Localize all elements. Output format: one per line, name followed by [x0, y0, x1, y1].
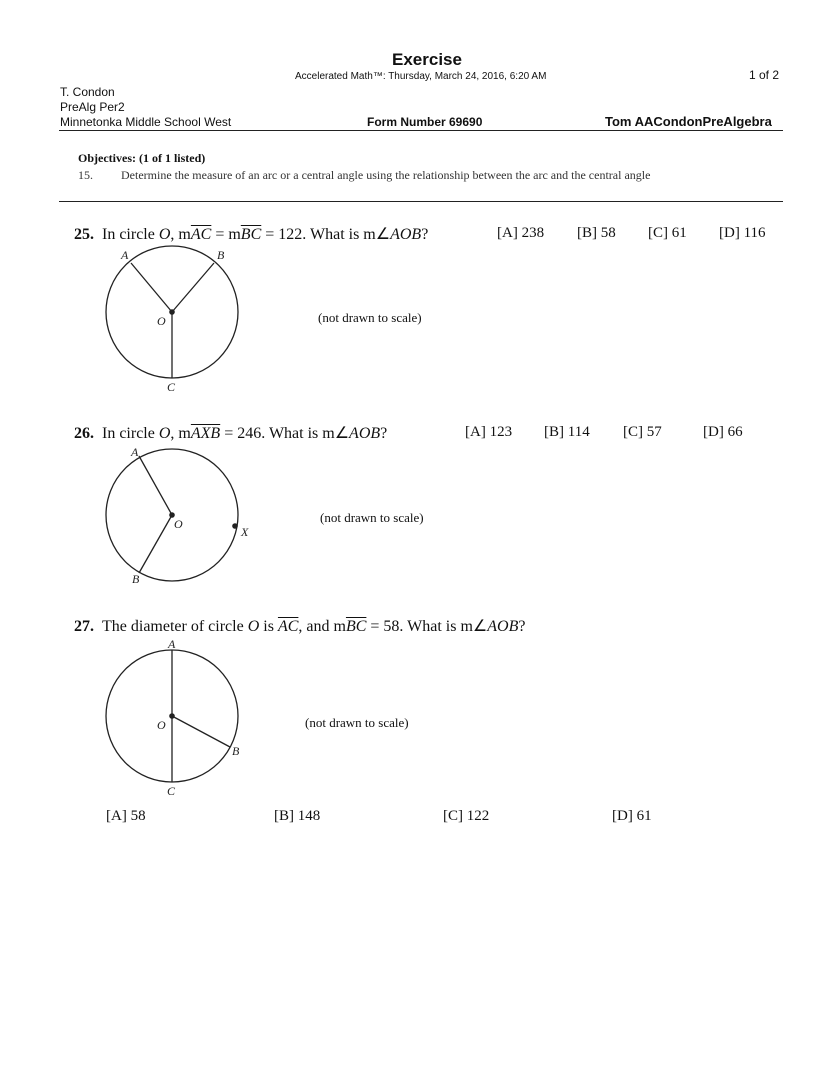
radius-oa [139, 456, 172, 515]
page-title: Exercise [392, 50, 462, 69]
arc-notation: $\overline{BC}$ [240, 226, 262, 243]
objective-text: Determine the measure of an arc or a central angle using the relationship between the arc and the central angle [121, 168, 651, 182]
page-number: 1 of 2 [749, 68, 780, 82]
point-x [232, 523, 238, 529]
question-text-part: = 246. What is m∠ [220, 425, 350, 442]
school-name: Minnetonka Middle School West [60, 115, 232, 129]
segment-notation: $\overline{AC}$ [277, 618, 299, 635]
angle-notation: AOB [390, 226, 422, 243]
student-name: Tom AACondonPreAlgebra [605, 114, 772, 129]
question-text-part: = 122. What is m∠ [261, 226, 391, 243]
not-to-scale-note: (not drawn to scale) [320, 510, 424, 525]
question-number: 26. [74, 425, 94, 442]
question-text-part: , and m [298, 618, 346, 635]
arc-notation: $\overline{BC}$ [345, 618, 367, 635]
question-text-part: O [158, 226, 171, 243]
label-c: C [167, 784, 176, 798]
label-a: A [131, 445, 139, 459]
choice-a[interactable]: [A] 123 [465, 424, 513, 440]
page-subtitle: Accelerated Math™: Thursday, March 24, 2016, 6:20 AM [295, 71, 547, 82]
choice-d[interactable]: [D] 61 [612, 808, 652, 824]
question-text-part: = m [211, 226, 241, 243]
question-26 [74, 423, 387, 443]
choice-b[interactable]: [B] 148 [274, 808, 321, 824]
label-b: B [232, 744, 240, 758]
question-text-part: is [259, 618, 278, 635]
choice-c[interactable]: [C] 61 [648, 225, 687, 241]
radius-ob [172, 263, 214, 312]
question-text-part: , m [170, 226, 191, 243]
choice-b[interactable]: [B] 114 [544, 424, 590, 440]
circle-diagram-27 [95, 637, 255, 799]
form-number: Form Number 69690 [367, 115, 483, 129]
question-text-part: O [158, 425, 171, 442]
question-27 [74, 616, 525, 636]
not-to-scale-note: (not drawn to scale) [318, 310, 422, 325]
radius-ob [172, 716, 230, 747]
center-point [169, 713, 175, 719]
radius-oa [131, 263, 172, 312]
radius-ob [139, 515, 172, 573]
question-text-part: = 58. What is m∠ [366, 618, 488, 635]
not-to-scale-note: (not drawn to scale) [305, 715, 409, 730]
arc-notation: $\overline{AXB}$ [190, 425, 221, 442]
label-a: A [121, 248, 129, 262]
circle-diagram-25 [95, 245, 255, 395]
label-o: O [157, 314, 166, 328]
label-o: O [157, 718, 166, 732]
class-name: PreAlg Per2 [60, 100, 125, 114]
angle-notation: AOB [487, 618, 519, 635]
choice-a[interactable]: [A] 58 [106, 808, 146, 824]
center-point [169, 309, 175, 315]
question-text-part: In circle [102, 226, 159, 243]
choice-c[interactable]: [C] 57 [623, 424, 662, 440]
question-text-part: ? [421, 226, 429, 243]
label-b: B [217, 248, 225, 262]
question-text-part: ? [380, 425, 388, 442]
choice-d[interactable]: [D] 116 [719, 225, 766, 241]
choice-d[interactable]: [D] 66 [703, 424, 743, 440]
choice-a[interactable]: [A] 238 [497, 225, 545, 241]
question-text-part: ? [518, 618, 526, 635]
question-number: 25. [74, 226, 94, 243]
question-text-part: , m [170, 425, 191, 442]
objectives-divider [59, 201, 783, 202]
teacher-name: T. Condon [60, 85, 115, 99]
objective-number: 15. [78, 168, 93, 182]
question-number: 27. [74, 618, 94, 635]
question-text-part: In circle [102, 425, 159, 442]
objectives-heading: Objectives: (1 of 1 listed) [78, 151, 206, 165]
label-x: X [241, 525, 249, 539]
label-o: O [174, 517, 183, 531]
question-25 [74, 224, 428, 244]
question-text-part: O [247, 618, 260, 635]
question-text-part: The diameter of circle [102, 618, 248, 635]
choice-b[interactable]: [B] 58 [577, 225, 616, 241]
angle-notation: AOB [349, 425, 381, 442]
label-c: C [167, 380, 176, 394]
choice-c[interactable]: [C] 122 [443, 808, 490, 824]
circle-diagram-26 [95, 444, 265, 589]
header-divider [59, 130, 783, 131]
arc-notation: $\overline{AC}$ [190, 226, 212, 243]
label-b: B [132, 572, 140, 586]
label-a: A [168, 637, 176, 651]
